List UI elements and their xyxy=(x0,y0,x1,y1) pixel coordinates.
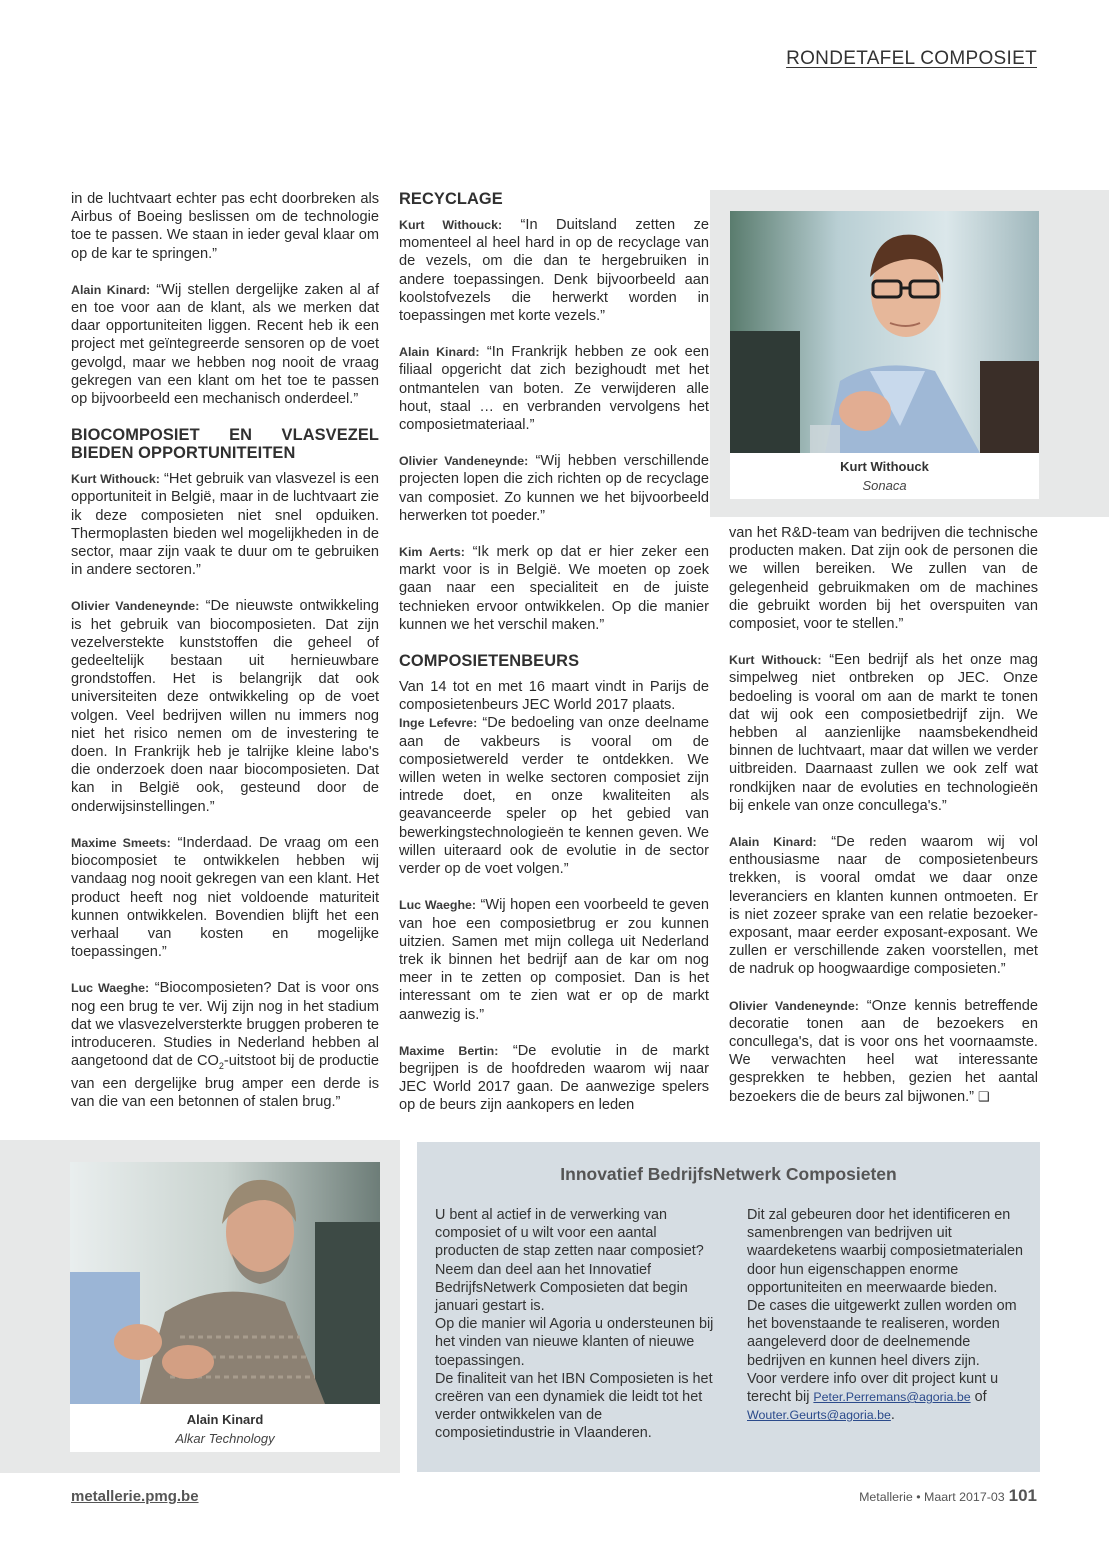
paragraph xyxy=(729,997,1038,1106)
contact-text: Voor verdere info over dit project kunt u terecht bij xyxy=(747,1370,999,1406)
article-column-2 xyxy=(399,186,709,1115)
quote-text: “Ik merk op dat er hier zeker een markt voor is in België. We moeten op zoek gaan naar een specialiteit en de juiste technieken ervoor ontwikkelen. Op die manier kunnen we het verschil maken.” xyxy=(399,544,709,633)
speaker-name: Kurt Withouck: xyxy=(729,653,822,668)
email-link-peter[interactable]: Peter.Perremans@agoria.be xyxy=(813,1390,971,1405)
speaker-name: Inge Lefevre: xyxy=(399,716,478,731)
speaker-name: Kim Aerts: xyxy=(399,545,465,560)
quote-text: -uitstoot bij de productie van een dergelijke brug amper een derde is van die van een betonnen of stalen brug.” xyxy=(71,1053,379,1111)
paragraph xyxy=(71,834,379,961)
photo-card-kurt xyxy=(730,211,1039,499)
paragraph xyxy=(399,543,709,634)
info-box-column-1 xyxy=(435,1206,717,1443)
paragraph xyxy=(729,651,1038,815)
paragraph xyxy=(747,1370,1029,1425)
portrait-illustration xyxy=(70,1162,380,1404)
page-number: 101 xyxy=(1008,1486,1037,1505)
paragraph xyxy=(729,833,1038,979)
quote-text: “Het gebruik van vlasvezel is een opportuniteit in België, maar in de luchtvaart zie ik deze composieten niet snel opduiken. Thermoplasten bieden wel mogelijkheden in de sector, maar zijn vaak te duur om te gebruiken in andere sectoren.” xyxy=(71,471,379,579)
quote-text: “De reden waarom wij vol enthousiasme naar de composietenbeurs trekken, is vooral omdat we daar onze leveranciers en klanten kunnen ontmoeten. Er is niet zozeer sprake van een relatie bezoeker-exposant, maar eerder exposant-exposant. We zullen er verschillende zaken voorstellen, met de nadruk op hoogwaardige composieten.” xyxy=(729,834,1038,978)
footer-page-info xyxy=(859,1486,1037,1506)
portrait-photo xyxy=(70,1162,380,1404)
article-column-1 xyxy=(71,190,379,1112)
paragraph xyxy=(71,979,379,1111)
paragraph: Op die manier wil Agoria u ondersteunen bij het vinden van nieuwe klanten of nieuwe toepassingen. xyxy=(435,1316,714,1369)
paragraph: van het R&D-team van bedrijven die technische producten maken. Dat zijn ook de personen die we willen bereiken. We zullen van de gelegenheid gebruikmaken om de machines die gebruikt worden bij het overspuiten van composiet, voor te stellen.” xyxy=(729,525,1038,633)
quote-text: “Inderdaad. De vraag om een biocomposiet te ontwikkelen hebben wij vandaag nog nooit gekregen van een klant. Het product heeft nog niet voldoende maturiteit kunnen ontwikkelen. Bovendien blijft het een verhaal van kosten en mogelijke toepassingen.” xyxy=(71,834,380,961)
speaker-name: Luc Waeghe: xyxy=(399,898,477,913)
paragraph xyxy=(399,343,709,434)
quote-text: “De bedoeling van onze deelname aan de vakbeurs is vooral om de composietwereld verder te ontdekken. We willen weten in welke sectoren composiet zijn intrede doet, en onze kwaliteiten als geavanceerde speler op het gebied van bewerkingstechnologieën te kennen geven. We willen uiteraard ook de evolutie in de sector verder op de voet volgen.” xyxy=(399,715,709,878)
portrait-photo xyxy=(730,211,1039,453)
quote-text: “Wij hebben verschillende projecten lopen die zich richten op de recyclage van composiet. Zo kunnen we het bijvoorbeeld herwerken tot poeder.” xyxy=(399,453,709,524)
paragraph xyxy=(399,216,709,325)
article-column-3 xyxy=(729,524,1038,1106)
paragraph xyxy=(399,896,709,1023)
subscript: 2 xyxy=(218,1061,224,1072)
subheading: RECYCLAGE xyxy=(399,190,503,208)
speaker-name: Alain Kinard: xyxy=(71,282,151,297)
quote-text: “Een bedrijf als het onze mag simpelweg niet ontbreken op JEC. Onze bedoeling is vooral om aan de markt te tonen dat wij ook een composietbedrijf zijn. We hebben al aanzienlijke naamsbekendheid binnen de luchtvaart, maar dat willen we verder uitbreiden. Daarnaast zullen we ook zelf wat rondkijken naar de evoluties en technologieën bij enkele van onze concullega's.” xyxy=(729,652,1038,814)
quote-text: “Wij hopen een voorbeeld te geven van hoe een composietbrug er zou kunnen uitzien. Samen met mijn collega uit Nederland trek ik binnen het bedrijf aan de kar om nog meer in te zetten op composiet. Dan is het interessant om te zien wat er op de markt aanwezig is.” xyxy=(399,897,709,1023)
quote-text: “In Duitsland zetten ze momenteel al heel hard in op de recyclage van de vezels, om die dan te hergebruiken in andere toepassingen. Denk bijvoorbeeld aan koolstofvezels die herwerkt worden in toepassingen met korte vezels.” xyxy=(399,217,709,325)
photo-caption-name: Kurt Withouck xyxy=(840,459,929,474)
contact-text: . xyxy=(890,1407,895,1424)
paragraph xyxy=(399,1042,709,1115)
paragraph xyxy=(71,281,379,408)
speaker-name: Kurt Withouck: xyxy=(399,218,503,232)
end-of-article-icon: ❑ xyxy=(978,1088,990,1104)
paragraph: U bent al actief in de verwerking van composiet of u wilt voor een aantal producten de stap zetten naar composiet? Neem dan deel aan het Innovatief BedrijfsNetwerk Composieten dat begin januari gestart is. xyxy=(435,1207,704,1315)
section-header: RONDETAFEL COMPOSIET xyxy=(786,48,1037,69)
speaker-name: Alain Kinard: xyxy=(729,835,817,850)
paragraph xyxy=(71,470,379,579)
speaker-name: Olivier Vandeneynde: xyxy=(399,454,529,469)
contact-text: of xyxy=(970,1389,987,1406)
paragraph: Dit zal gebeuren door het identificeren en samenbrengen van bedrijven uit waardeketens waarbij composietmaterialen door hun eigenschappen enorme opportuniteiten en meerwaarde bieden. xyxy=(747,1207,1023,1296)
paragraph xyxy=(399,452,709,525)
paragraph xyxy=(71,597,379,815)
quote-text: “Biocomposieten? Dat is voor ons nog een brug te ver. Wij zijn nog in het stadium dat we vlasvezelversterkte bruggen proberen te introduceren. Studies in Nederland hebben al aangetoond dat de CO xyxy=(71,980,379,1070)
info-box-column-2 xyxy=(747,1206,1029,1424)
photo-caption-company: Alkar Technology xyxy=(175,1431,275,1446)
photo-caption-company: Sonaca xyxy=(862,478,907,493)
quote-text: “In Frankrijk hebben ze ook een filiaal opgericht dat zich bezighoudt met het ontmantelen van boten. Ze verwijderen alle hout, staal … en verbranden vervolgens het composietmateriaal.” xyxy=(399,344,710,434)
paragraph: Van 14 tot en met 16 maart vindt in Parijs de composietenbeurs JEC World 2017 plaats. xyxy=(399,679,709,714)
speaker-name: Kurt Withouck: xyxy=(71,472,160,487)
paragraph: in de luchtvaart echter pas echt doorbreken als Airbus of Boeing beslissen om de technologie toe te passen. We staan in ieder geval klaar om op de kar te springen.” xyxy=(71,191,379,262)
email-link-wouter[interactable]: Wouter.Geurts@agoria.be xyxy=(747,1408,891,1423)
paragraph: De finaliteit van het IBN Composieten is het creëren van een dynamiek die leidt tot het verder ontwikkelen van de composietindustrie in Vlaanderen. xyxy=(435,1370,713,1442)
speaker-name: Olivier Vandeneynde: xyxy=(71,599,200,614)
portrait-illustration xyxy=(730,211,1039,453)
speaker-name: Luc Waeghe: xyxy=(71,981,150,996)
magazine-issue: Metallerie • Maart 2017-03 xyxy=(859,1490,1005,1504)
photo-caption-name: Alain Kinard xyxy=(186,1412,264,1427)
quote-text: “Wij stellen dergelijke zaken al af en toe voor aan de klant, als we merken dat daar opportuniteiten liggen. Recent heb ik een project met geïntegreerde sensoren op de voet gevolgd, maar we hebben nog nooit de vraag gekregen van een klant om het toe te passen op bijvoorbeeld een mechanisch onderdeel.” xyxy=(71,281,379,408)
quote-text: “De nieuwste ontwikkeling is het gebruik van biocomposieten. Dat zijn vezelverstekte kunststoffen die geheel of gedeeltelijk bestaan uit hernieuwbare grondstoffen. Het is belangrijk dat ook universiteiten deze ontwikkeling op de voet volgen. Veel bedrijven willen nu immers nog niet het risico nemen om de investering te doen. In Frankrijk heb je talrijke kleine labo's die onderzoek doen naar biocomposieten. Dat kan in België ook, gesteund door de onderwijsinstellingen.” xyxy=(71,598,379,815)
speaker-name: Maxime Smeets: xyxy=(71,835,171,850)
quote-text: “De evolutie in de markt begrijpen is de hoofdreden waarom wij naar JEC World 2017 gaan. De aanwezige spelers op de beurs zijn aankopers en leden xyxy=(399,1042,709,1114)
subheading: COMPOSIETENBEURS xyxy=(399,652,580,671)
info-box xyxy=(417,1142,1040,1472)
speaker-name: Alain Kinard: xyxy=(399,345,480,360)
photo-card-alain xyxy=(70,1162,380,1452)
website-link[interactable]: metallerie.pmg.be xyxy=(71,1488,199,1505)
quote-text: “Onze kennis betreffende decoratie tonen aan de bezoekers en concullega's, dat is voor ons het voornaamste. We verwachten heel wat interessante gesprekken te hebben, gezien het aantal bezoekers die de beurs zal bijwonen.” xyxy=(729,997,1038,1105)
paragraph xyxy=(399,714,709,878)
paragraph: De cases die uitgewerkt zullen worden om het bovenstaande te realiseren, worden aangeleverd door de deelnemende bedrijven en kunnen heel divers zijn. xyxy=(747,1298,1017,1369)
speaker-name: Maxime Bertin: xyxy=(399,1043,499,1058)
subheading: BIOCOMPOSIET EN VLASVEZEL BIEDEN OPPORTUNITEITEN xyxy=(71,426,379,463)
info-box-title: Innovatief BedrijfsNetwerk Composieten xyxy=(560,1164,897,1184)
speaker-name: Olivier Vandeneynde: xyxy=(729,998,859,1013)
